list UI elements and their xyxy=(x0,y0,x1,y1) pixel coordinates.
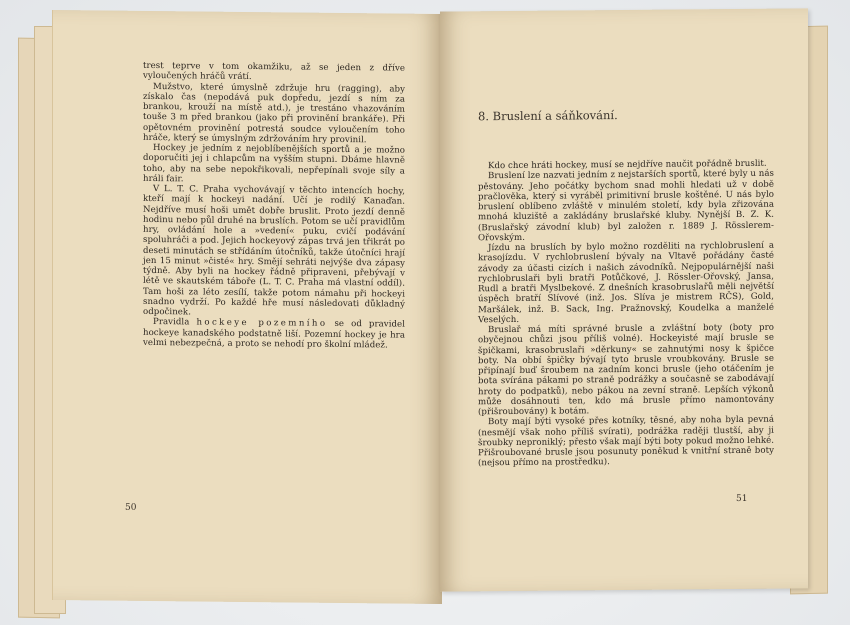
paragraph xyxy=(478,241,774,326)
paragraph xyxy=(478,323,774,418)
text-run: Bruslení lze nazvati jedním z nejstarších sportů, které byly u nás pěstovány. Jeho počátky bychom snad mohli hledati už v době pračlověka, který si vyráběl primitivní brusle koštěné. U nás bylo bruslení oblíbeno zvláště v minulém století, kdy byla zřizována mnohá kluziště a zakládány bruslařské kluby. Nynější B. Z. K. (Bruslařský závodní klub) byl založen r. 1889 J. Rösslerem-Ořovským. xyxy=(478,168,774,244)
text-run: Boty mají býti vysoké přes kotníky, těsné, aby noha byla pevná (nesmějí však noho příliš svírati), podrážka raději tlustší, aby ji šroubky neproniklý; přesto však mají býti boty pokud možno lehké. Přišroubované brusle jsou posunuty poněkud k vnitřní straně boty (nejsou přímo na prostředku). xyxy=(478,414,774,469)
paragraph xyxy=(478,415,774,469)
text-run: Bruslař má míti správné brusle a zvláštní boty (boty pro obyčejnou chůzi jsou příliš volné). Hockeyisté mají brusle se špičkami, krasobruslaři »děrkuny« se zahnutými nosy k špičce boty. Na obbí špičky bývají tyto brusle vroubkovány. Brusle se připínají buď šroubem na zadním konci brusle (jeho otáčením je bota svírána pákami po straně podrážky a současně se zabodávají hroty do podpatků), nebo pákou na zevní straně. Lepších výkonů může dosáhnouti ten, kdo má brusle přímo namontovány (přišroubovány) k botám. xyxy=(478,322,774,418)
right-page xyxy=(440,8,808,591)
left-page-text xyxy=(143,61,405,351)
paragraph xyxy=(143,61,405,84)
text-run: V L. T. C. Praha vychovávají v těchto intencích hochy, kteří mají k hockeyi nadání. Učí je rodilý Kanaďan. Nejdříve musí hoši umět dobře bruslit. Proto jezdí denně hodinu nebo půl druhé na bruslích. Potom se učí pravidlům hry, ovládání hole a »vedení« puku, cvičí podávání spoluhráči a pod. Jejich hockeyový zápas trvá jen třikrát po deseti minutách se střídáním útočníků, takže útočníci hrají jen 15 minut »čisté« hry. Smějí sehráti nejvýše dva zápasy týdně. Aby byli na hockey řádně připraveni, přebývají v létě ve skautském táboře (L. T. C. Praha má vlastní oddíl). Tam hoši za léto zesílí, takže potom námahu při hockeyi snadno vydrží. Po každé hře musí následovati důkladný odpočinek. xyxy=(143,184,405,318)
right-page-text xyxy=(478,159,774,469)
text-run: trest teprve v tom okamžiku, až se jeden z dříve vyloučených hráčů vrátí. xyxy=(143,60,405,83)
right-page-number: 51 xyxy=(736,493,748,505)
paragraph xyxy=(143,143,405,187)
paragraph xyxy=(478,169,774,243)
paragraph xyxy=(143,184,405,320)
left-page xyxy=(52,10,442,604)
text-run: Hockey je jedním z nejoblíbenějších sportů a je možno doporučiti jej i chlapcům na vyšším stupni. Dbáme hlavně toho, aby na sebe nepokřikovali, nepřepínali svoje síly a hráli fair. xyxy=(143,143,405,185)
text-run: Pravidla xyxy=(153,317,197,328)
paragraph xyxy=(143,317,405,350)
chapter-heading: 8. Bruslení a sáňkování. xyxy=(478,108,618,124)
letterspaced-text: hockeye pozemního xyxy=(196,317,328,330)
text-run: Mužstvo, které úmyslně zdržuje hru (ragging), aby získalo čas (nepodává puk dopředu, jezdí s ním za brankou, krouží na místě atd.), je trestáno vhazováním touše 3 m před brankou (jako při provinění brankáře). Při opětovném provinění potrestá soudce vyloučením toho hráče, který se úmyslným zdržováním hry provinil. xyxy=(143,81,405,146)
text-run: se od pravidel hockeye kanadského podstatně liší. Pozemní hockey je hra velmi nebezpečná, a proto se nehodí pro školní mládež. xyxy=(143,319,405,351)
text-run: Jízdu na bruslích by bylo možno rozděliti na rychlobruslení a krasojízdu. V rychlobruslení bývaly na Vltavě pořádány časté závody za účasti cizích i našich závodníků. Nejpopulárnější naši rychlobruslaři byli bratři Potůčkové, J. Rössler-Ořovský, Jansa, Rudl a bratři Myslbekové. Z dnešních krasobruslařů měli největší úspěch bratří Slívové (inž. Jos. Slíva je mistrem RČS), Gold, Maršálek, inž. B. Sack, Ing. Pražnovský, Koudelka a manželé Veselých. xyxy=(478,240,774,326)
paragraph xyxy=(143,81,405,145)
left-page-number: 50 xyxy=(125,502,137,513)
text-run: Kdo chce hráti hockey, musí se nejdříve naučit pořádně bruslit. xyxy=(488,158,767,172)
